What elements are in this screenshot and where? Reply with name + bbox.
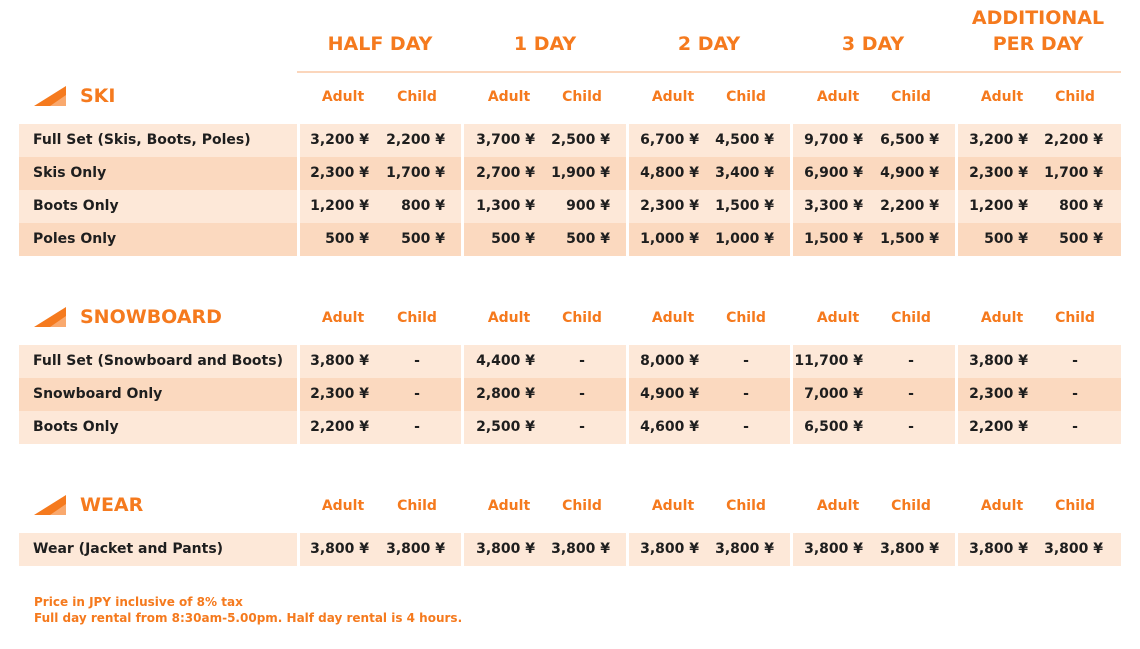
child-price: - — [1072, 386, 1078, 402]
child-price: 1,700 ¥ — [386, 165, 445, 181]
adult-price: 1,000 ¥ — [640, 231, 699, 247]
adult-column-header: Adult — [816, 498, 860, 514]
child-price: 1,500 ¥ — [880, 231, 939, 247]
table-row — [19, 157, 1121, 190]
child-price: 3,800 ¥ — [386, 541, 445, 557]
child-price: 3,800 ¥ — [715, 541, 774, 557]
adult-price: 2,200 ¥ — [310, 419, 369, 435]
child-price: 900 ¥ — [566, 198, 610, 214]
child-column-header: Child — [726, 498, 766, 514]
child-price: 3,800 ¥ — [551, 541, 610, 557]
adult-price: 1,300 ¥ — [476, 198, 535, 214]
adult-price: 2,300 ¥ — [310, 165, 369, 181]
child-price: 2,200 ¥ — [880, 198, 939, 214]
child-column-header: Child — [397, 310, 437, 326]
child-price: 1,000 ¥ — [715, 231, 774, 247]
row-label: Poles Only — [33, 231, 117, 247]
adult-price: 2,200 ¥ — [969, 419, 1028, 435]
child-price: - — [1072, 353, 1078, 369]
child-column-header: Child — [726, 89, 766, 105]
adult-price: 3,800 ¥ — [804, 541, 863, 557]
row-label: Full Set (Skis, Boots, Poles) — [33, 132, 251, 148]
child-price: 4,900 ¥ — [880, 165, 939, 181]
table-row — [19, 223, 1121, 256]
child-price: - — [579, 386, 585, 402]
child-column-header: Child — [562, 498, 602, 514]
row-label: Wear (Jacket and Pants) — [33, 541, 224, 557]
section-title: WEAR — [80, 494, 144, 516]
child-column-header: Child — [1055, 310, 1095, 326]
period-header — [783, 31, 963, 57]
table-row — [19, 533, 1121, 566]
adult-column-header: Adult — [980, 498, 1024, 514]
adult-column-header: Adult — [487, 310, 531, 326]
adult-price: 2,500 ¥ — [476, 419, 535, 435]
child-price: - — [743, 353, 749, 369]
adult-price: 2,300 ¥ — [969, 165, 1028, 181]
child-price: - — [414, 386, 420, 402]
period-header-line1: HALF DAY — [327, 33, 433, 55]
row-label: Boots Only — [33, 198, 119, 214]
child-column-header: Child — [891, 498, 931, 514]
child-price: 2,500 ¥ — [551, 132, 610, 148]
adult-price: 4,400 ¥ — [476, 353, 535, 369]
adult-price: 6,900 ¥ — [804, 165, 863, 181]
period-header — [290, 31, 470, 57]
child-price: - — [1072, 419, 1078, 435]
adult-column-header: Adult — [651, 498, 695, 514]
adult-column-header: Adult — [487, 89, 531, 105]
child-column-header: Child — [726, 310, 766, 326]
period-header-line1: 3 DAY — [841, 33, 905, 55]
child-price: 6,500 ¥ — [880, 132, 939, 148]
child-price: 500 ¥ — [566, 231, 610, 247]
child-price: 4,500 ¥ — [715, 132, 774, 148]
adult-price: 4,600 ¥ — [640, 419, 699, 435]
child-column-header: Child — [891, 89, 931, 105]
period-header-line1: 1 DAY — [513, 33, 577, 55]
header-divider — [297, 71, 1121, 73]
table-row — [19, 124, 1121, 157]
child-price: 500 ¥ — [1059, 231, 1103, 247]
row-label: Snowboard Only — [33, 386, 163, 402]
adult-price: 500 ¥ — [325, 231, 369, 247]
child-price: 1,900 ¥ — [551, 165, 610, 181]
period-header — [619, 31, 799, 57]
adult-price: 3,800 ¥ — [640, 541, 699, 557]
adult-column-header: Adult — [980, 89, 1024, 105]
adult-price: 2,800 ¥ — [476, 386, 535, 402]
child-price: - — [579, 353, 585, 369]
period-header-line1: 2 DAY — [677, 33, 741, 55]
child-column-header: Child — [891, 310, 931, 326]
adult-price: 3,200 ¥ — [310, 132, 369, 148]
adult-price: 7,000 ¥ — [804, 386, 863, 402]
child-price: 500 ¥ — [401, 231, 445, 247]
adult-price: 3,300 ¥ — [804, 198, 863, 214]
child-price: - — [908, 419, 914, 435]
adult-price: 3,800 ¥ — [310, 353, 369, 369]
table-row — [19, 378, 1121, 411]
section-title: SNOWBOARD — [80, 306, 222, 328]
child-price: 800 ¥ — [401, 198, 445, 214]
child-price: 1,700 ¥ — [1044, 165, 1103, 181]
adult-price: 2,300 ¥ — [640, 198, 699, 214]
adult-column-header: Adult — [651, 89, 695, 105]
child-price: - — [908, 353, 914, 369]
child-column-header: Child — [1055, 498, 1095, 514]
adult-column-header: Adult — [321, 310, 365, 326]
adult-price: 8,000 ¥ — [640, 353, 699, 369]
child-column-header: Child — [562, 310, 602, 326]
period-header — [948, 5, 1128, 57]
child-column-header: Child — [397, 89, 437, 105]
adult-price: 6,700 ¥ — [640, 132, 699, 148]
child-price: - — [579, 419, 585, 435]
period-header-line1: ADDITIONAL — [971, 7, 1105, 29]
adult-price: 3,800 ¥ — [969, 353, 1028, 369]
adult-column-header: Adult — [651, 310, 695, 326]
child-price: - — [743, 386, 749, 402]
child-price: 3,400 ¥ — [715, 165, 774, 181]
adult-price: 3,200 ¥ — [969, 132, 1028, 148]
period-header-line2: PER DAY — [992, 33, 1084, 55]
hours-note: Full day rental from 8:30am-5.00pm. Half day rental is 4 hours. — [34, 611, 463, 625]
table-row — [19, 411, 1121, 444]
adult-price: 11,700 ¥ — [794, 353, 863, 369]
adult-column-header: Adult — [816, 310, 860, 326]
adult-price: 1,200 ¥ — [969, 198, 1028, 214]
child-price: - — [414, 353, 420, 369]
row-label: Full Set (Snowboard and Boots) — [33, 353, 283, 369]
adult-column-header: Adult — [321, 498, 365, 514]
table-row — [19, 345, 1121, 378]
child-column-header: Child — [562, 89, 602, 105]
child-price: - — [743, 419, 749, 435]
adult-price: 1,500 ¥ — [804, 231, 863, 247]
adult-price: 500 ¥ — [984, 231, 1028, 247]
adult-column-header: Adult — [980, 310, 1024, 326]
child-price: 2,200 ¥ — [1044, 132, 1103, 148]
adult-price: 4,900 ¥ — [640, 386, 699, 402]
child-column-header: Child — [397, 498, 437, 514]
adult-price: 3,800 ¥ — [476, 541, 535, 557]
child-price: 3,800 ¥ — [1044, 541, 1103, 557]
adult-price: 9,700 ¥ — [804, 132, 863, 148]
child-price: 3,800 ¥ — [880, 541, 939, 557]
tax-note: Price in JPY inclusive of 8% tax — [34, 595, 243, 609]
adult-price: 3,800 ¥ — [310, 541, 369, 557]
child-price: - — [414, 419, 420, 435]
adult-price: 3,800 ¥ — [969, 541, 1028, 557]
adult-price: 2,300 ¥ — [969, 386, 1028, 402]
orange-flag-icon — [34, 86, 66, 106]
orange-flag-icon — [34, 495, 66, 515]
child-column-header: Child — [1055, 89, 1095, 105]
adult-column-header: Adult — [487, 498, 531, 514]
adult-price: 3,700 ¥ — [476, 132, 535, 148]
section-title: SKI — [80, 85, 116, 107]
adult-column-header: Adult — [321, 89, 365, 105]
child-price: - — [908, 386, 914, 402]
period-header — [455, 31, 635, 57]
adult-column-header: Adult — [816, 89, 860, 105]
adult-price: 500 ¥ — [491, 231, 535, 247]
adult-price: 2,300 ¥ — [310, 386, 369, 402]
adult-price: 6,500 ¥ — [804, 419, 863, 435]
orange-flag-icon — [34, 307, 66, 327]
child-price: 800 ¥ — [1059, 198, 1103, 214]
adult-price: 2,700 ¥ — [476, 165, 535, 181]
table-row — [19, 190, 1121, 223]
adult-price: 1,200 ¥ — [310, 198, 369, 214]
adult-price: 4,800 ¥ — [640, 165, 699, 181]
child-price: 1,500 ¥ — [715, 198, 774, 214]
child-price: 2,200 ¥ — [386, 132, 445, 148]
row-label: Boots Only — [33, 419, 119, 435]
row-label: Skis Only — [33, 165, 107, 181]
